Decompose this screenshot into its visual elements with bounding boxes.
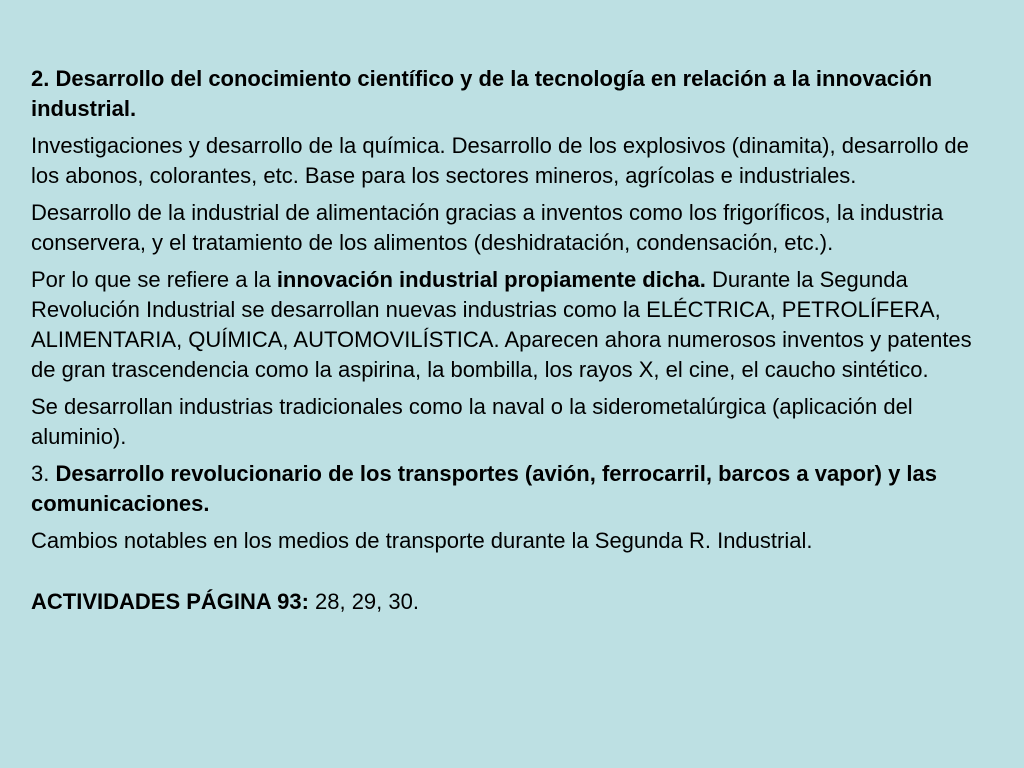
innovacion-rest: Durante la Segunda Revolución Industrial se desarrollan nuevas industrias como la ELÉCTRICA, PETROLÍFERA, ALIMENTARIA, QUÍMICA, AUTOMOVILÍSTICA. Aparecen ahora numerosos inventos y patentes de gran trascendencia como la aspirina, la bombilla, los rayos X, el cine, el caucho sintético. (31, 267, 972, 382)
spacer (31, 563, 984, 587)
activities-line (31, 587, 984, 617)
paragraph-innovacion (31, 265, 984, 385)
section-3-heading (31, 459, 984, 519)
paragraph-alimentacion: Desarrollo de la industrial de alimentación gracias a inventos como los frigoríficos, la industria conservera, y el tratamiento de los alimentos (deshidratación, condensación, etc.). (31, 200, 944, 255)
paragraph-tradicionales: Se desarrollan industrias tradicionales como la naval o la siderometalúrgica (aplicación del aluminio). (31, 394, 913, 449)
innovacion-bold: innovación industrial propiamente dicha. (276, 267, 706, 292)
section-3-number: 3. (31, 461, 56, 486)
section-2-title: Desarrollo del conocimiento científico y de la tecnología en relación a la innovación industrial (31, 66, 933, 121)
section-2-heading (31, 64, 984, 124)
innovacion-lead: Por lo que se refiere a la (31, 267, 277, 292)
section-3-title: Desarrollo revolucionario de los transportes (avión, ferrocarril, barcos a vapor) y las comunicaciones. (31, 461, 937, 516)
activities-label: ACTIVIDADES PÁGINA 93: (31, 589, 309, 614)
paragraph-quimica: Investigaciones y desarrollo de la química. Desarrollo de los explosivos (dinamita), desarrollo de los abonos, colorantes, etc. Base para los sectores mineros, agrícolas e industriales. (31, 133, 969, 188)
section-2-number: 2. (31, 66, 50, 91)
activities-values: 28, 29, 30. (308, 589, 419, 614)
section-2-title-end: . (130, 96, 137, 121)
paragraph-transporte: Cambios notables en los medios de transporte durante la Segunda R. Industrial. (31, 528, 813, 553)
